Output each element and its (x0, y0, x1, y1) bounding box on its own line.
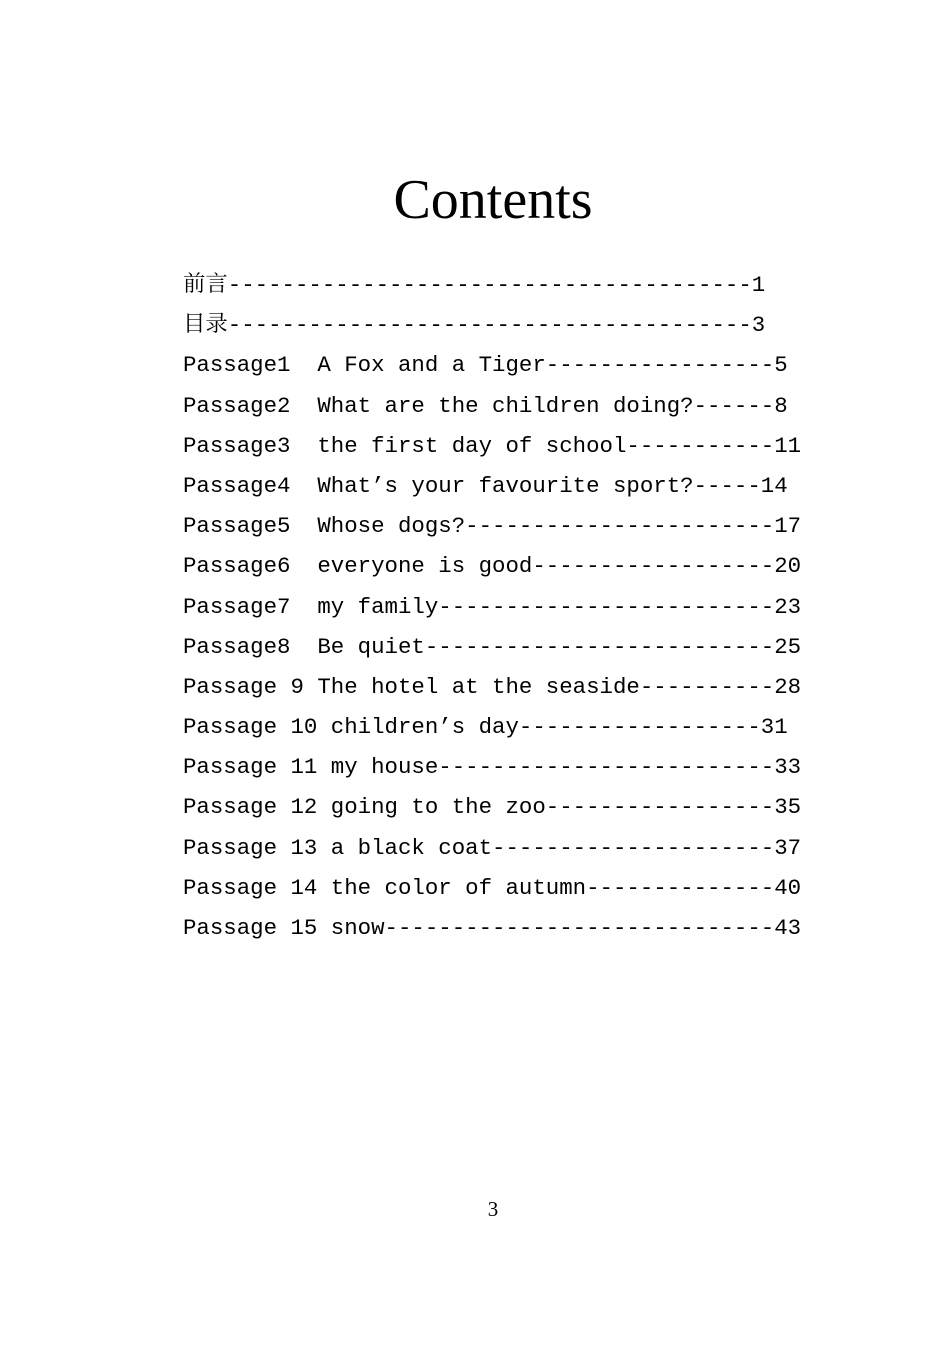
toc-entry-passage-9: Passage 9 The hotel at the seaside----------28 (183, 673, 802, 700)
toc-entry-passage-7: Passage7 my family-------------------------23 (183, 593, 802, 620)
toc-entry-preface: 前言---------------------------------------1 (183, 272, 766, 298)
toc-entry-passage-13: Passage 13 a black coat---------------------37 (183, 834, 802, 861)
toc-entry-passage-14: Passage 14 the color of autumn--------------40 (183, 874, 802, 901)
page-number: 3 (487, 1197, 499, 1221)
toc-entry-contents: 目录---------------------------------------3 (183, 312, 766, 339)
toc-entry-passage-10: Passage 10 children’s day------------------31 (183, 714, 788, 741)
table-of-contents (183, 265, 801, 948)
toc-entry-passage-3: Passage3 the first day of school-----------11 (183, 432, 802, 459)
toc-entry-passage-1: Passage1 A Fox and a Tiger-----------------5 (183, 352, 788, 379)
page-title: Contents (393, 169, 593, 231)
toc-entry-passage-4: Passage4 What’s your favourite sport?-----14 (183, 472, 788, 499)
toc-entry-passage-2: Passage2 What are the children doing?------8 (183, 392, 788, 419)
toc-entry-passage-15: Passage 15 snow-----------------------------43 (183, 915, 802, 941)
toc-entry-passage-5: Passage5 Whose dogs?-----------------------17 (183, 513, 802, 540)
toc-entry-passage-8: Passage8 Be quiet--------------------------25 (183, 633, 802, 660)
toc-entry-passage-11: Passage 11 my house-------------------------33 (183, 754, 802, 781)
toc-entry-passage-6: Passage6 everyone is good------------------20 (183, 553, 802, 580)
toc-entry-passage-12: Passage 12 going to the zoo-----------------35 (183, 794, 802, 821)
